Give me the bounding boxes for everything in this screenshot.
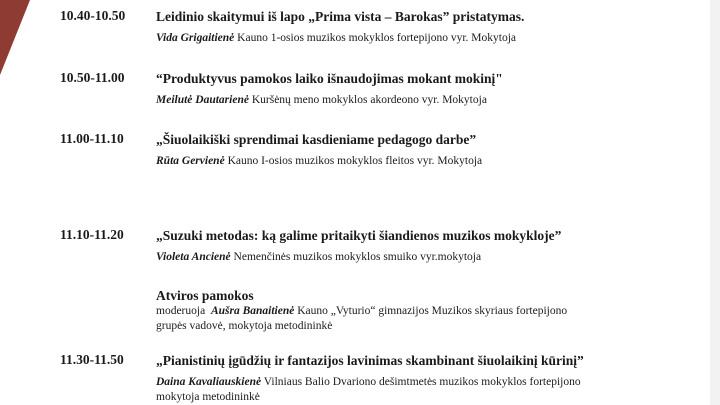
entry-time: 11.00-11.10: [60, 131, 124, 146]
moderator-prefix: moderuoja: [156, 305, 206, 317]
agenda-entry: [60, 227, 700, 265]
agenda-entry: [60, 131, 700, 169]
agenda-entry: [60, 8, 700, 46]
moderator-name: Aušra Banaitienė: [210, 305, 295, 317]
entry-speaker: [156, 154, 700, 169]
speaker-role: Kauno I-osios muzikos mokyklos fleitos vyr. Mokytoja: [227, 155, 483, 167]
speaker-role-line-2: mokytoja metodininkė: [156, 391, 260, 403]
speaker-name: Daina Kavaliauskienė: [156, 376, 262, 388]
entry-title: “Produktyvus pamokos laiko išnaudojimas mokant mokinį": [156, 71, 503, 86]
speaker-role: Kuršėnų meno mokyklos akordeono vyr. Mokytoja: [251, 94, 487, 106]
entry-title: Leidinio skaitymui iš lapo „Prima vista – Barokas” pristatymas.: [156, 9, 525, 24]
entry-title: „Suzuki metodas: ką galime pritaikyti šiandienos muzikos mokykloje”: [156, 228, 562, 243]
speaker-role: Nemenčinės muzikos mokyklos smuiko vyr.mokytoja: [233, 251, 482, 263]
entry-speaker: [156, 31, 700, 46]
speaker-name: Vida Grigaitienė: [156, 32, 235, 44]
agenda-entry: [60, 352, 700, 405]
entry-speaker: [156, 93, 700, 108]
open-lessons-title: Atviros pamokos: [156, 288, 254, 303]
entry-speaker: [156, 250, 700, 265]
speaker-role: Vilniaus Balio Dvariono dešimtmetės muzikos mokyklos fortepijono: [263, 376, 581, 388]
moderator-role: Kauno „Vyturio“ gimnazijos Muzikos skyriaus fortepijono: [297, 305, 568, 317]
entry-speaker: [156, 375, 700, 390]
entry-title: „Šiuolaikiški sprendimai kasdieniame pedagogo darbe”: [156, 132, 477, 147]
entry-time: 10.40-10.50: [60, 8, 126, 23]
speaker-name: Rūta Gervienė: [156, 155, 225, 167]
moderator-role-line-2: grupės vadovė, mokytoja metodininkė: [156, 320, 333, 332]
speaker-role: Kauno 1-osios muzikos mokyklos fortepijono vyr. Mokytoja: [237, 32, 517, 44]
open-lessons-moderator: [156, 304, 700, 319]
open-lessons: [60, 287, 700, 334]
speaker-name: Violeta Ancienė: [156, 251, 231, 263]
entry-time: 11.30-11.50: [60, 352, 124, 367]
agenda-entry: [60, 70, 700, 108]
speaker-name: Meilutė Dautarienė: [156, 94, 249, 106]
entry-title: „Pianistinių įgūdžių ir fantazijos lavinimas skambinant šiuolaikinį kūrinį”: [156, 353, 584, 368]
entry-time: 10.50-11.00: [60, 70, 125, 85]
entry-time: 11.10-11.20: [60, 227, 124, 242]
